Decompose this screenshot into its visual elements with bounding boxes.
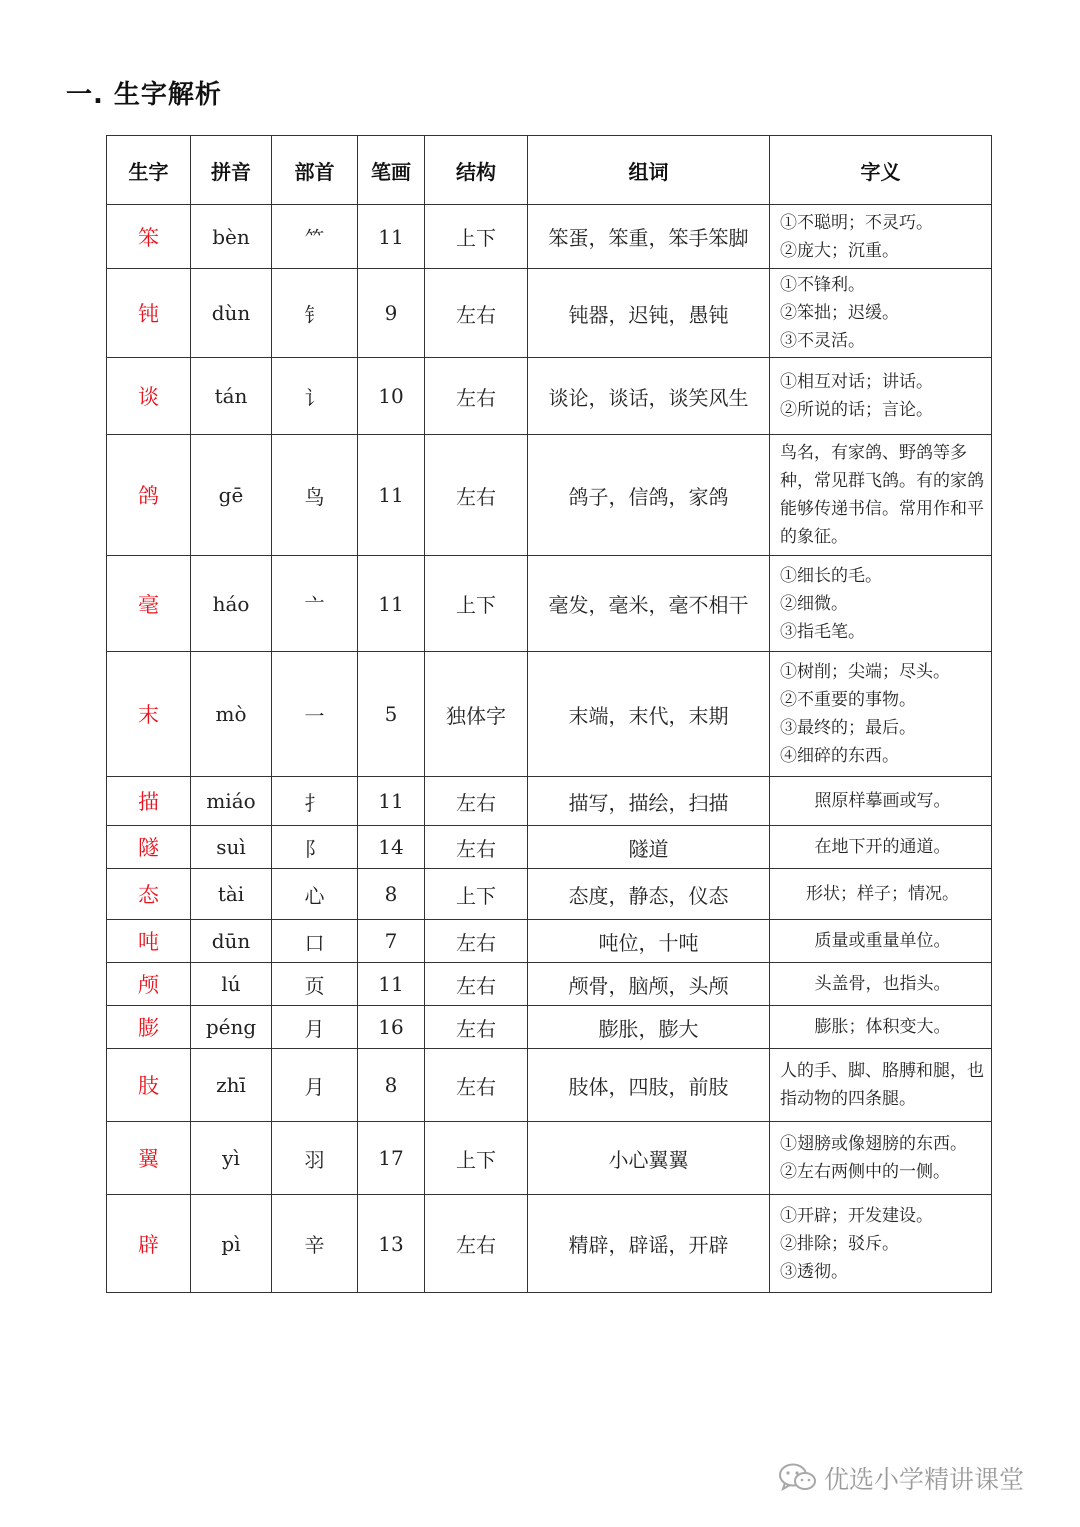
cell-words: 精辟，辟谣，开辟 (528, 1195, 770, 1293)
table-row (107, 963, 992, 1006)
page-title: 一. 生字解析 (66, 80, 222, 110)
cell-pinyin: pì (191, 1195, 272, 1293)
table-row (107, 205, 992, 269)
cell-meaning: ①不聪明；不灵巧。 ②庞大；沉重。 (770, 205, 992, 269)
cell-words: 吨位，十吨 (528, 920, 770, 963)
cell-pinyin: háo (191, 556, 272, 652)
cell-words: 小心翼翼 (528, 1122, 770, 1195)
cell-meaning: ①树削；尖端；尽头。 ②不重要的事物。 ③最终的；最后。 ④细碎的东西。 (770, 652, 992, 777)
cell-char: 谈 (107, 358, 191, 435)
cell-structure: 上下 (425, 556, 528, 652)
cell-words: 肢体，四肢，前肢 (528, 1049, 770, 1122)
header-words: 组词 (528, 136, 770, 205)
wechat-icon (778, 1462, 818, 1494)
cell-char: 毫 (107, 556, 191, 652)
cell-words: 鸽子，信鸽，家鸽 (528, 435, 770, 556)
table-row (107, 269, 992, 358)
table-row (107, 1195, 992, 1293)
cell-structure: 左右 (425, 777, 528, 826)
cell-strokes: 11 (358, 435, 425, 556)
character-table (106, 135, 992, 1293)
cell-radical: 阝 (272, 826, 358, 869)
cell-char: 描 (107, 777, 191, 826)
cell-structure: 上下 (425, 869, 528, 920)
table-row (107, 1049, 992, 1122)
table-row (107, 1006, 992, 1049)
cell-structure: 左右 (425, 358, 528, 435)
cell-meaning: 形状；样子；情况。 (770, 869, 992, 920)
cell-words: 隧道 (528, 826, 770, 869)
cell-strokes: 13 (358, 1195, 425, 1293)
table-row (107, 1122, 992, 1195)
table-row (107, 869, 992, 920)
cell-radical: 讠 (272, 358, 358, 435)
cell-char: 翼 (107, 1122, 191, 1195)
cell-meaning: ①细长的毛。 ②细微。 ③指毛笔。 (770, 556, 992, 652)
table-header-row (107, 136, 992, 205)
cell-meaning: 在地下开的通道。 (770, 826, 992, 869)
cell-radical: 辛 (272, 1195, 358, 1293)
cell-pinyin: miáo (191, 777, 272, 826)
cell-structure: 左右 (425, 1049, 528, 1122)
cell-radical: 钅 (272, 269, 358, 358)
table-row (107, 435, 992, 556)
cell-words: 态度，静态，仪态 (528, 869, 770, 920)
cell-words: 毫发，毫米，毫不相干 (528, 556, 770, 652)
cell-char: 辟 (107, 1195, 191, 1293)
cell-radical: 月 (272, 1006, 358, 1049)
cell-pinyin: lú (191, 963, 272, 1006)
cell-structure: 左右 (425, 1195, 528, 1293)
cell-strokes: 17 (358, 1122, 425, 1195)
cell-structure: 左右 (425, 269, 528, 358)
cell-meaning: 头盖骨，也指头。 (770, 963, 992, 1006)
cell-structure: 上下 (425, 1122, 528, 1195)
cell-strokes: 11 (358, 777, 425, 826)
header-char: 生字 (107, 136, 191, 205)
cell-meaning: ①开辟；开发建设。 ②排除；驳斥。 ③透彻。 (770, 1195, 992, 1293)
cell-pinyin: tài (191, 869, 272, 920)
cell-structure: 左右 (425, 1006, 528, 1049)
cell-char: 膨 (107, 1006, 191, 1049)
cell-meaning: 人的手、脚、胳膊和腿，也指动物的四条腿。 (770, 1049, 992, 1122)
table-body (107, 205, 992, 1293)
cell-char: 态 (107, 869, 191, 920)
cell-char: 颅 (107, 963, 191, 1006)
cell-meaning: ①不锋利。 ②笨拙；迟缓。 ③不灵活。 (770, 269, 992, 358)
cell-strokes: 11 (358, 556, 425, 652)
cell-pinyin: péng (191, 1006, 272, 1049)
cell-radical: 月 (272, 1049, 358, 1122)
cell-strokes: 16 (358, 1006, 425, 1049)
table-row (107, 777, 992, 826)
cell-strokes: 10 (358, 358, 425, 435)
cell-pinyin: zhī (191, 1049, 272, 1122)
cell-words: 末端，末代，末期 (528, 652, 770, 777)
cell-strokes: 8 (358, 1049, 425, 1122)
cell-words: 描写，描绘，扫描 (528, 777, 770, 826)
cell-words: 笨蛋，笨重，笨手笨脚 (528, 205, 770, 269)
header-radical: 部首 (272, 136, 358, 205)
cell-words: 钝器，迟钝，愚钝 (528, 269, 770, 358)
cell-char: 钝 (107, 269, 191, 358)
table-row (107, 826, 992, 869)
header-meaning: 字义 (770, 136, 992, 205)
cell-strokes: 11 (358, 963, 425, 1006)
cell-radical: 一 (272, 652, 358, 777)
cell-words: 膨胀，膨大 (528, 1006, 770, 1049)
cell-meaning: ①翅膀或像翅膀的东西。 ②左右两侧中的一侧。 (770, 1122, 992, 1195)
cell-strokes: 11 (358, 205, 425, 269)
cell-char: 吨 (107, 920, 191, 963)
table-row (107, 358, 992, 435)
cell-meaning: 质量或重量单位。 (770, 920, 992, 963)
cell-structure: 左右 (425, 920, 528, 963)
cell-strokes: 7 (358, 920, 425, 963)
cell-words: 谈论，谈话，谈笑风生 (528, 358, 770, 435)
cell-char: 笨 (107, 205, 191, 269)
cell-structure: 独体字 (425, 652, 528, 777)
cell-radical: 亠 (272, 556, 358, 652)
cell-meaning: 鸟名，有家鸽、野鸽等多种，常见群飞鸽。有的家鸽能够传递书信。常用作和平的象征。 (770, 435, 992, 556)
cell-radical: 羽 (272, 1122, 358, 1195)
cell-char: 肢 (107, 1049, 191, 1122)
cell-pinyin: yì (191, 1122, 272, 1195)
cell-radical: 鸟 (272, 435, 358, 556)
cell-char: 末 (107, 652, 191, 777)
cell-meaning: 照原样摹画或写。 (770, 777, 992, 826)
cell-radical: ⺮ (272, 205, 358, 269)
cell-structure: 上下 (425, 205, 528, 269)
cell-radical: 扌 (272, 777, 358, 826)
header-structure: 结构 (425, 136, 528, 205)
cell-structure: 左右 (425, 826, 528, 869)
cell-char: 隧 (107, 826, 191, 869)
header-strokes: 笔画 (358, 136, 425, 205)
cell-meaning: ①相互对话；讲话。 ②所说的话；言论。 (770, 358, 992, 435)
cell-pinyin: suì (191, 826, 272, 869)
table-row (107, 652, 992, 777)
cell-strokes: 5 (358, 652, 425, 777)
cell-pinyin: tán (191, 358, 272, 435)
cell-strokes: 8 (358, 869, 425, 920)
cell-radical: 口 (272, 920, 358, 963)
cell-words: 颅骨，脑颅，头颅 (528, 963, 770, 1006)
header-pinyin: 拼音 (191, 136, 272, 205)
cell-structure: 左右 (425, 963, 528, 1006)
cell-radical: 心 (272, 869, 358, 920)
cell-pinyin: bèn (191, 205, 272, 269)
cell-pinyin: mò (191, 652, 272, 777)
watermark-text: 优选小学精讲课堂 (824, 1465, 1025, 1494)
table-row (107, 556, 992, 652)
cell-structure: 左右 (425, 435, 528, 556)
cell-pinyin: dūn (191, 920, 272, 963)
cell-char: 鸽 (107, 435, 191, 556)
cell-strokes: 14 (358, 826, 425, 869)
cell-meaning: 膨胀；体积变大。 (770, 1006, 992, 1049)
table-row (107, 920, 992, 963)
watermark (778, 1460, 1024, 1496)
cell-strokes: 9 (358, 269, 425, 358)
cell-radical: 页 (272, 963, 358, 1006)
cell-pinyin: dùn (191, 269, 272, 358)
cell-pinyin: gē (191, 435, 272, 556)
